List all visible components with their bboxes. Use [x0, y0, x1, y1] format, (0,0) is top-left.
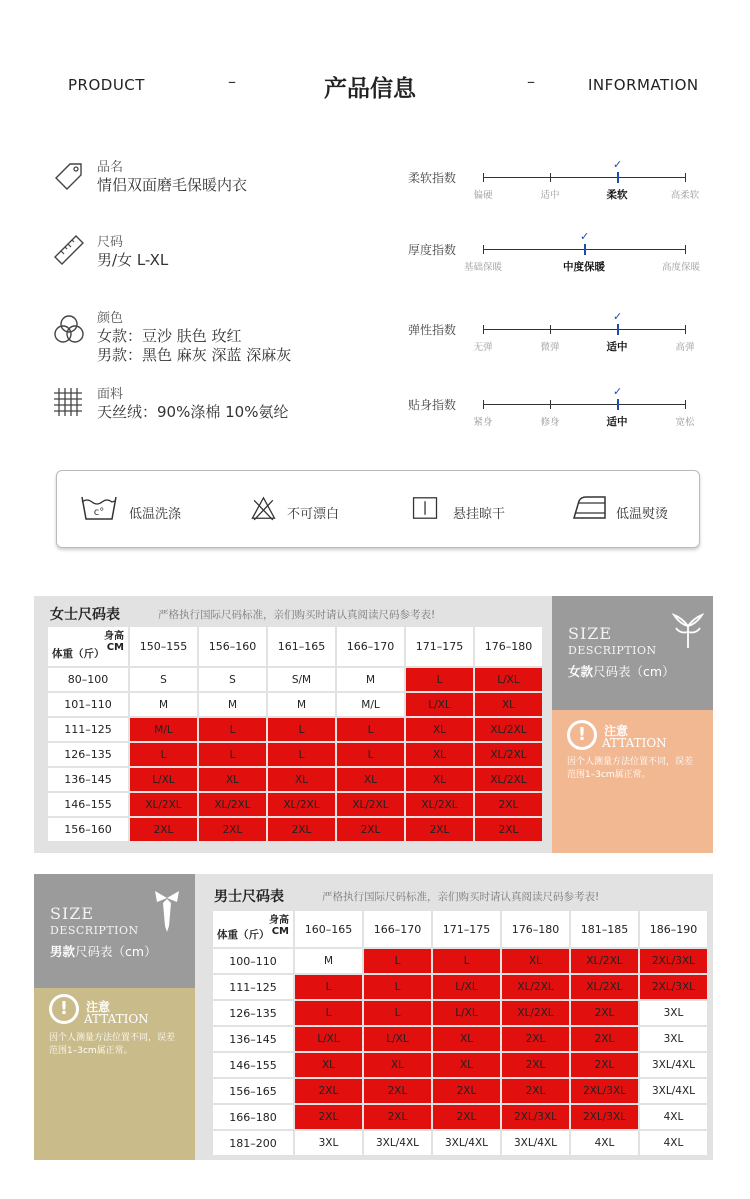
size-cell: M	[268, 693, 335, 716]
height-header: 171–175	[433, 911, 500, 947]
weight-cell: 136–145	[213, 1027, 293, 1051]
corner-weight-label: 体重（斤）	[52, 648, 105, 660]
size-cell: 4XL	[640, 1105, 707, 1129]
size-cell: L	[295, 975, 362, 999]
size-cell: XL	[406, 768, 473, 791]
size-cell: 4XL	[640, 1131, 707, 1155]
header-dash-right: –	[527, 72, 535, 91]
size-cell: 3XL	[640, 1001, 707, 1025]
size-cell: 2XL/3XL	[571, 1105, 638, 1129]
size-cell: XL	[475, 693, 542, 716]
size-cell: XL	[502, 949, 569, 973]
height-header: 161–165	[268, 627, 335, 666]
size-cell: L	[199, 718, 266, 741]
size-cell: XL	[364, 1053, 431, 1077]
size-cell: XL/2XL	[475, 768, 542, 791]
size-cell: L/XL	[406, 693, 473, 716]
warning-icon: !	[567, 720, 597, 750]
size-cell: XL/2XL	[502, 1001, 569, 1025]
scale-line	[483, 329, 686, 330]
scale-option: 宽松	[675, 417, 695, 428]
size-cell: L	[364, 975, 431, 999]
size-cell: XL	[406, 743, 473, 766]
info-name-value: 情侣双面磨毛保暖内衣	[97, 176, 248, 194]
size-cell: 2XL	[433, 1079, 500, 1103]
scale-line	[483, 177, 686, 178]
weight-cell: 80–100	[48, 668, 128, 691]
size-cell: 2XL	[364, 1105, 431, 1129]
size-cell: 2XL	[268, 818, 335, 841]
size-cell: XL	[268, 768, 335, 791]
size-cell: 2XL/3XL	[502, 1105, 569, 1129]
size-cell: 2XL	[571, 1053, 638, 1077]
size-cell: L	[130, 743, 197, 766]
table-row	[213, 1079, 707, 1103]
header-right: INFORMATION	[588, 76, 699, 94]
warning-title: 注意	[604, 724, 629, 738]
women-table-title: 女士尺码表	[50, 607, 120, 623]
height-header: 156–160	[199, 627, 266, 666]
table-corner	[48, 627, 128, 666]
size-cell: L	[337, 718, 404, 741]
weight-cell: 101–110	[48, 693, 128, 716]
scale-option: 高弹	[675, 342, 695, 353]
size-cell: L/XL	[364, 1027, 431, 1051]
care-label: 悬挂晾干	[453, 507, 506, 522]
men-size-table	[211, 909, 709, 1157]
men-side-box	[34, 874, 195, 1160]
size-cell: L/XL	[433, 1001, 500, 1025]
weight-cell: 166–180	[213, 1105, 293, 1129]
scale-option: 无弹	[473, 342, 493, 353]
scale-option: 修身	[540, 417, 560, 428]
wash-30-icon	[79, 493, 119, 523]
size-cell: S	[130, 668, 197, 691]
fabric-grid-icon	[52, 385, 86, 419]
size-cell: XL/2XL	[268, 793, 335, 816]
info-size-label: 尺码	[97, 235, 124, 250]
elasticity-scale	[408, 310, 708, 358]
size-cell: XL	[433, 1027, 500, 1051]
table-row	[48, 818, 542, 841]
height-header: 176–180	[475, 627, 542, 666]
men-table-title: 男士尺码表	[214, 889, 284, 905]
size-cell: 2XL/3XL	[571, 1079, 638, 1103]
weight-cell: 100–110	[213, 949, 293, 973]
size-cell: 2XL	[295, 1079, 362, 1103]
info-color-men: 男款：黑色 麻灰 深蓝 深麻灰	[97, 346, 292, 364]
size-cell: L/XL	[130, 768, 197, 791]
header-left: PRODUCT	[68, 76, 145, 94]
size-cell: L/XL	[433, 975, 500, 999]
size-cell: L	[337, 743, 404, 766]
height-header: 166–170	[337, 627, 404, 666]
men-size-panel	[195, 874, 713, 1160]
size-cell: 2XL	[475, 793, 542, 816]
corner-weight-label: 体重（斤）	[217, 929, 270, 941]
scale-tick	[550, 325, 551, 334]
scale-tick	[550, 400, 551, 409]
corner-height-label: 身高	[104, 631, 124, 642]
size-cell: XL/2XL	[406, 793, 473, 816]
table-row	[213, 1001, 707, 1025]
table-row	[48, 668, 542, 691]
size-cell: 2XL	[364, 1079, 431, 1103]
size-cell: XL/2XL	[337, 793, 404, 816]
size-cell: L/XL	[295, 1027, 362, 1051]
size-cell: L	[268, 718, 335, 741]
size-cell: XL	[337, 768, 404, 791]
size-cell: 3XL/4XL	[433, 1131, 500, 1155]
women-size-panel	[34, 596, 552, 853]
scale-name: 厚度指数	[408, 243, 457, 257]
women-size-table	[46, 625, 544, 843]
size-cell: 2XL	[475, 818, 542, 841]
size-cell: L	[199, 743, 266, 766]
table-row	[213, 949, 707, 973]
size-cell: S	[199, 668, 266, 691]
size-cell: L/XL	[475, 668, 542, 691]
scale-tick	[685, 245, 686, 254]
size-cell: XL/2XL	[571, 975, 638, 999]
svg-text:c°: c°	[93, 507, 105, 518]
scale-option: 微弹	[540, 342, 560, 353]
size-cell: 3XL	[640, 1027, 707, 1051]
size-cell: 4XL	[571, 1131, 638, 1155]
size-cell: 2XL	[406, 818, 473, 841]
care-instructions-box	[56, 470, 700, 548]
height-header: 166–170	[364, 911, 431, 947]
scale-option: 紧身	[473, 417, 493, 428]
height-header: 160–165	[295, 911, 362, 947]
scale-tick	[685, 173, 686, 182]
size-word: SIZE	[50, 904, 95, 923]
size-cell: S/M	[268, 668, 335, 691]
scale-name: 弹性指数	[408, 323, 457, 337]
size-cell: M/L	[130, 718, 197, 741]
check-icon: ✓	[613, 310, 623, 323]
fit-scale	[408, 385, 708, 433]
table-row	[48, 768, 542, 791]
scale-tick	[550, 173, 551, 182]
corner-unit-label: CM	[106, 642, 124, 653]
weight-cell: 111–125	[213, 975, 293, 999]
weight-cell: 156–160	[48, 818, 128, 841]
size-cell: XL/2XL	[475, 743, 542, 766]
size-word: SIZE	[568, 624, 613, 643]
table-row	[48, 793, 542, 816]
side-caption: 男款尺码表（cm）	[50, 944, 157, 959]
scale-option-selected: 柔软	[606, 189, 628, 201]
check-icon: ✓	[613, 385, 623, 398]
shirt-tie-icon	[152, 888, 182, 934]
info-color-women: 女款：豆沙 肤色 玫红	[97, 327, 242, 345]
height-header: 150–155	[130, 627, 197, 666]
men-table-note: 严格执行国际尺码标准，亲们购买时请认真阅读尺码参考表!	[322, 891, 600, 903]
weight-cell: 156–165	[213, 1079, 293, 1103]
scale-tick	[483, 173, 484, 182]
ruler-icon	[52, 233, 86, 267]
scale-option: 高度保暖	[661, 262, 701, 273]
warning-text: 因个人测量方法位置不同，误差范围1–3cm属正常。	[567, 757, 694, 780]
height-header: 186–190	[640, 911, 707, 947]
description-word: DESCRIPTION	[50, 924, 139, 937]
size-cell: 2XL/3XL	[640, 949, 707, 973]
table-row	[213, 1131, 707, 1155]
hang-dry-icon	[411, 493, 445, 523]
scale-option-selected: 中度保暖	[563, 261, 605, 273]
weight-cell: 111–125	[48, 718, 128, 741]
height-header: 171–175	[406, 627, 473, 666]
table-row	[213, 975, 707, 999]
scale-tick-selected	[617, 324, 619, 335]
description-word: DESCRIPTION	[568, 644, 657, 657]
size-cell: XL/2XL	[130, 793, 197, 816]
size-cell: 2XL	[295, 1105, 362, 1129]
corner-height-label: 身高	[269, 915, 289, 926]
no-bleach-icon	[249, 493, 283, 523]
scale-tick	[483, 325, 484, 334]
size-cell: 2XL	[130, 818, 197, 841]
section-header	[0, 70, 750, 100]
warning-title: 注意	[86, 1000, 111, 1014]
size-cell: M	[295, 949, 362, 973]
table-row	[48, 718, 542, 741]
size-cell: 2XL	[502, 1079, 569, 1103]
size-cell: L	[364, 949, 431, 973]
table-row	[213, 1053, 707, 1077]
low-iron-icon	[571, 493, 611, 523]
info-name-label: 品名	[97, 160, 124, 175]
table-row	[48, 743, 542, 766]
weight-cell: 136–145	[48, 768, 128, 791]
size-cell: 2XL	[502, 1027, 569, 1051]
size-cell: XL/2XL	[571, 949, 638, 973]
table-corner	[213, 911, 293, 947]
weight-cell: 146–155	[213, 1053, 293, 1077]
scale-name: 柔软指数	[408, 171, 457, 185]
info-size-value: 男/女 L-XL	[97, 251, 169, 269]
size-cell: M	[199, 693, 266, 716]
size-cell: XL	[406, 718, 473, 741]
weight-cell: 126–135	[48, 743, 128, 766]
table-row	[213, 1105, 707, 1129]
scale-tick-selected	[617, 399, 619, 410]
scale-tick-selected	[584, 244, 586, 255]
size-cell: 2XL	[502, 1053, 569, 1077]
table-row	[48, 693, 542, 716]
scale-tick-selected	[617, 172, 619, 183]
tag-icon	[52, 158, 86, 192]
size-cell: 2XL	[571, 1027, 638, 1051]
scale-option: 适中	[540, 190, 560, 201]
info-color-label: 颜色	[97, 311, 124, 326]
size-cell: 3XL/4XL	[502, 1131, 569, 1155]
size-cell: L	[295, 1001, 362, 1025]
size-cell: 3XL/4XL	[640, 1053, 707, 1077]
scale-line	[483, 404, 686, 405]
side-caption: 女款尺码表（cm）	[568, 664, 675, 679]
size-cell: XL/2XL	[502, 975, 569, 999]
size-cell: XL/2XL	[199, 793, 266, 816]
size-cell: L	[406, 668, 473, 691]
size-cell: XL	[199, 768, 266, 791]
info-fabric-label: 面料	[97, 387, 124, 402]
thickness-scale	[408, 230, 708, 278]
size-cell: M	[130, 693, 197, 716]
care-label: 低温洗涤	[129, 507, 182, 522]
size-cell: M/L	[337, 693, 404, 716]
scale-name: 贴身指数	[408, 398, 457, 412]
check-icon: ✓	[613, 158, 623, 171]
warning-en: ATTATION	[602, 736, 667, 750]
women-table-note: 严格执行国际尺码标准，亲们购买时请认真阅读尺码参考表!	[158, 609, 436, 621]
warning-icon: !	[49, 994, 79, 1024]
corner-unit-label: CM	[271, 926, 289, 937]
weight-cell: 181–200	[213, 1131, 293, 1155]
women-side-box	[552, 596, 713, 853]
header-dash-left: –	[228, 72, 236, 91]
care-label: 不可漂白	[287, 507, 340, 522]
info-fabric-value: 天丝绒：90%涤棉 10%氨纶	[97, 403, 289, 421]
size-cell: 3XL/4XL	[640, 1079, 707, 1103]
softness-scale	[408, 158, 708, 206]
scale-tick	[483, 245, 484, 254]
size-cell: L	[268, 743, 335, 766]
warning-en: ATTATION	[84, 1012, 149, 1026]
size-cell: 2XL/3XL	[640, 975, 707, 999]
check-icon: ✓	[580, 230, 590, 243]
height-header: 176–180	[502, 911, 569, 947]
scale-tick	[483, 400, 484, 409]
size-cell: 3XL	[295, 1131, 362, 1155]
size-cell: 2XL	[571, 1001, 638, 1025]
scale-tick	[685, 400, 686, 409]
size-cell: 3XL/4XL	[364, 1131, 431, 1155]
size-cell: 2XL	[337, 818, 404, 841]
size-cell: XL/2XL	[475, 718, 542, 741]
scale-option-selected: 适中	[606, 416, 628, 428]
size-cell: M	[337, 668, 404, 691]
scale-tick	[685, 325, 686, 334]
scale-option: 高柔软	[670, 190, 700, 201]
weight-cell: 146–155	[48, 793, 128, 816]
size-cell: XL	[295, 1053, 362, 1077]
height-header: 181–185	[571, 911, 638, 947]
weight-cell: 126–135	[213, 1001, 293, 1025]
size-cell: L	[364, 1001, 431, 1025]
lingerie-logo-icon	[670, 612, 706, 650]
care-label: 低温熨烫	[616, 507, 669, 522]
color-circles-icon	[52, 313, 86, 347]
table-row	[213, 1027, 707, 1051]
size-cell: 2XL	[433, 1105, 500, 1129]
size-cell: L	[433, 949, 500, 973]
page-title: 产品信息	[324, 76, 416, 102]
size-cell: 2XL	[199, 818, 266, 841]
scale-option: 基础保暖	[463, 262, 503, 273]
size-cell: XL	[433, 1053, 500, 1077]
warning-text: 因个人测量方法位置不同，误差范围1–3cm属正常。	[49, 1033, 176, 1056]
scale-option-selected: 适中	[606, 341, 628, 353]
scale-option: 偏硬	[473, 190, 493, 201]
